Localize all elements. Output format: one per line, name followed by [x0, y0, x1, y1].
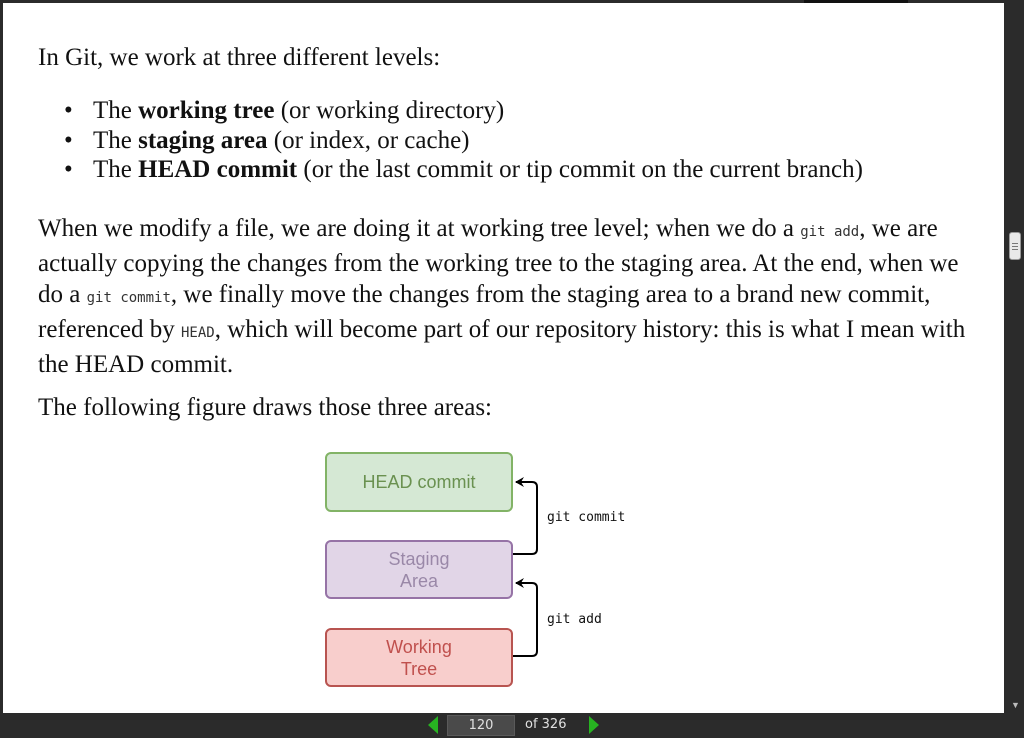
list-item-term: HEAD commit	[138, 156, 298, 183]
levels-list	[38, 96, 863, 185]
paragraph-text: , which will become part of our repository history: this is what I mean with the HEAD commit.	[38, 316, 966, 378]
scrollbar-thumb[interactable]	[1009, 232, 1021, 260]
staging-label-line1: Staging	[388, 548, 450, 569]
list-item-term: staging area	[138, 126, 268, 154]
working-label-line1: Working	[386, 636, 452, 657]
paragraph-text: , we finally move the changes from the staging area to a brand new commit, referenced by	[38, 281, 931, 343]
git-areas-figure	[323, 449, 643, 689]
page-number-input[interactable]	[447, 715, 515, 736]
list-item-desc: (or the last commit or tip commit on the current branch)	[297, 156, 863, 183]
list-item-desc: (or working directory)	[274, 97, 505, 124]
working-label-line2: Tree	[400, 658, 438, 679]
bullet-icon: •	[64, 156, 73, 183]
total-pages-label: of 326	[525, 717, 567, 732]
grip-line	[1012, 249, 1018, 250]
explanation-paragraph	[38, 213, 988, 380]
vertical-scrollbar[interactable]	[1006, 3, 1024, 713]
inline-code: git add	[800, 224, 860, 240]
list-item	[38, 126, 863, 156]
next-page-icon[interactable]	[589, 716, 599, 734]
list-item-prefix: The	[93, 126, 139, 154]
list-item-prefix: The	[93, 97, 139, 124]
grip-line	[1012, 246, 1018, 247]
document-page	[3, 3, 1004, 713]
staging-label-line2: Area	[399, 570, 439, 591]
scroll-down-icon[interactable]: ▼	[1011, 700, 1020, 710]
list-item-desc: (or index, or cache)	[267, 126, 470, 154]
git-add-label: git add	[547, 612, 602, 627]
git-commit-arrow	[513, 482, 537, 554]
figure-intro-paragraph: The following figure draws those three areas:	[38, 394, 493, 421]
intro-paragraph: In Git, we work at three different levels:	[38, 44, 441, 71]
bullet-icon: •	[64, 126, 73, 154]
paragraph-text: , we are actually copying the changes from the working tree to the staging area. At the end, when we do a	[38, 215, 959, 308]
git-commit-label: git commit	[547, 510, 626, 525]
git-add-arrow	[513, 583, 537, 656]
grip-line	[1012, 243, 1018, 244]
head-commit-label: HEAD commit	[362, 472, 476, 492]
inline-code: HEAD	[180, 325, 215, 341]
previous-page-icon[interactable]	[428, 716, 438, 734]
list-item-prefix: The	[93, 156, 139, 183]
list-item	[38, 96, 863, 126]
list-item-term: working tree	[138, 97, 275, 124]
figure-arrows	[323, 449, 643, 689]
inline-code: git commit	[86, 290, 171, 306]
list-item	[38, 155, 863, 185]
paragraph-text: When we modify a file, we are doing it at working tree level; when we do a	[38, 215, 801, 242]
bullet-icon: •	[64, 97, 73, 124]
